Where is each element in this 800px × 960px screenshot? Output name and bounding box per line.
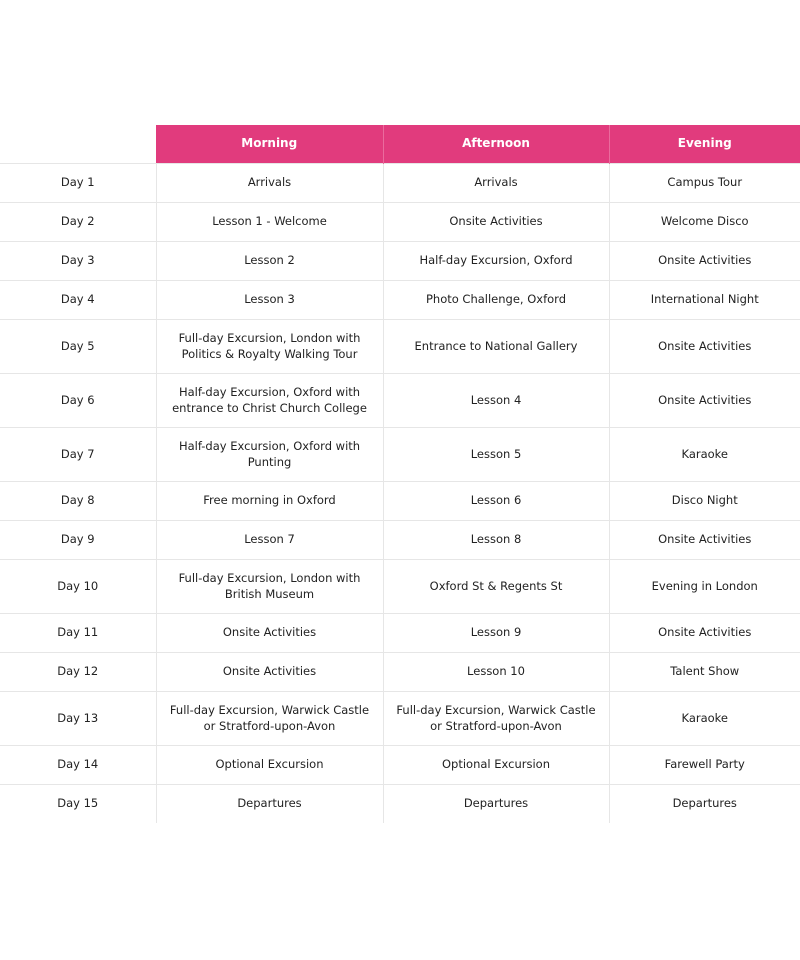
- morning-cell: Free morning in Oxford: [156, 482, 383, 521]
- morning-cell: Onsite Activities: [156, 614, 383, 653]
- morning-cell: Full-day Excursion, London with British Museum: [156, 560, 383, 614]
- morning-cell: Half-day Excursion, Oxford with entrance to Christ Church College: [156, 374, 383, 428]
- evening-cell: Disco Night: [609, 482, 800, 521]
- afternoon-cell: Oxford St & Regents St: [383, 560, 609, 614]
- day-cell: Day 12: [0, 653, 156, 692]
- morning-cell: Lesson 1 - Welcome: [156, 203, 383, 242]
- header-row: [0, 125, 800, 164]
- day-cell: Day 10: [0, 560, 156, 614]
- evening-cell: Onsite Activities: [609, 242, 800, 281]
- header-afternoon: Afternoon: [383, 125, 609, 164]
- evening-cell: Farewell Party: [609, 746, 800, 785]
- morning-cell: Lesson 2: [156, 242, 383, 281]
- afternoon-cell: Onsite Activities: [383, 203, 609, 242]
- day-cell: Day 14: [0, 746, 156, 785]
- header-evening: Evening: [609, 125, 800, 164]
- table-row: [0, 653, 800, 692]
- afternoon-cell: Arrivals: [383, 164, 609, 203]
- morning-cell: Lesson 7: [156, 521, 383, 560]
- header-day: [0, 125, 156, 164]
- schedule-header: [0, 125, 800, 164]
- morning-cell: Full-day Excursion, London with Politics & Royalty Walking Tour: [156, 320, 383, 374]
- morning-cell: Optional Excursion: [156, 746, 383, 785]
- table-row: [0, 320, 800, 374]
- table-row: [0, 785, 800, 824]
- day-cell: Day 3: [0, 242, 156, 281]
- table-row: [0, 428, 800, 482]
- day-cell: Day 15: [0, 785, 156, 824]
- table-row: [0, 203, 800, 242]
- day-cell: Day 11: [0, 614, 156, 653]
- table-row: [0, 614, 800, 653]
- afternoon-cell: Photo Challenge, Oxford: [383, 281, 609, 320]
- schedule-table: [0, 125, 800, 823]
- morning-cell: Departures: [156, 785, 383, 824]
- table-row: [0, 281, 800, 320]
- evening-cell: Karaoke: [609, 692, 800, 746]
- schedule-body: [0, 164, 800, 824]
- day-cell: Day 7: [0, 428, 156, 482]
- morning-cell: Full-day Excursion, Warwick Castle or Stratford-upon-Avon: [156, 692, 383, 746]
- evening-cell: International Night: [609, 281, 800, 320]
- evening-cell: Talent Show: [609, 653, 800, 692]
- evening-cell: Onsite Activities: [609, 614, 800, 653]
- evening-cell: Onsite Activities: [609, 320, 800, 374]
- afternoon-cell: Optional Excursion: [383, 746, 609, 785]
- afternoon-cell: Full-day Excursion, Warwick Castle or Stratford-upon-Avon: [383, 692, 609, 746]
- evening-cell: Onsite Activities: [609, 374, 800, 428]
- day-cell: Day 5: [0, 320, 156, 374]
- morning-cell: Lesson 3: [156, 281, 383, 320]
- day-cell: Day 6: [0, 374, 156, 428]
- day-cell: Day 1: [0, 164, 156, 203]
- table-row: [0, 746, 800, 785]
- table-row: [0, 560, 800, 614]
- afternoon-cell: Lesson 8: [383, 521, 609, 560]
- header-morning: Morning: [156, 125, 383, 164]
- afternoon-cell: Lesson 6: [383, 482, 609, 521]
- table-row: [0, 374, 800, 428]
- afternoon-cell: Entrance to National Gallery: [383, 320, 609, 374]
- day-cell: Day 4: [0, 281, 156, 320]
- afternoon-cell: Half-day Excursion, Oxford: [383, 242, 609, 281]
- day-cell: Day 8: [0, 482, 156, 521]
- table-row: [0, 521, 800, 560]
- evening-cell: Karaoke: [609, 428, 800, 482]
- table-row: [0, 164, 800, 203]
- day-cell: Day 13: [0, 692, 156, 746]
- day-cell: Day 9: [0, 521, 156, 560]
- evening-cell: Evening in London: [609, 560, 800, 614]
- afternoon-cell: Departures: [383, 785, 609, 824]
- afternoon-cell: Lesson 9: [383, 614, 609, 653]
- afternoon-cell: Lesson 10: [383, 653, 609, 692]
- evening-cell: Campus Tour: [609, 164, 800, 203]
- morning-cell: Onsite Activities: [156, 653, 383, 692]
- morning-cell: Arrivals: [156, 164, 383, 203]
- table-row: [0, 242, 800, 281]
- evening-cell: Welcome Disco: [609, 203, 800, 242]
- day-cell: Day 2: [0, 203, 156, 242]
- evening-cell: Onsite Activities: [609, 521, 800, 560]
- afternoon-cell: Lesson 5: [383, 428, 609, 482]
- afternoon-cell: Lesson 4: [383, 374, 609, 428]
- table-row: [0, 482, 800, 521]
- table-row: [0, 692, 800, 746]
- morning-cell: Half-day Excursion, Oxford with Punting: [156, 428, 383, 482]
- evening-cell: Departures: [609, 785, 800, 824]
